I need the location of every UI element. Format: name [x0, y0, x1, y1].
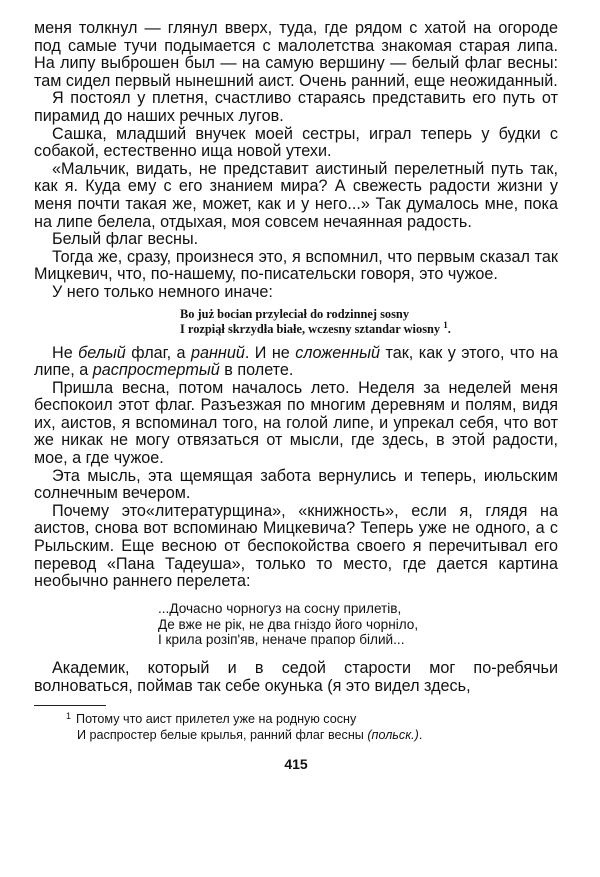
footnote-mark: 1: [66, 711, 72, 722]
footnote-line-1-text: Потому что аист прилетел уже на родную сосну: [76, 712, 357, 727]
quote-line-1: Bo już bocian przyleciał do rodzinnej sosny: [180, 306, 410, 321]
footnote: [66, 712, 558, 742]
paragraph-opening: меня толкнул — глянул вверх, туда, где рядом с хатой на огороде под самые тучи подымается с малолетства знакомая старая липа. На липу выброшен был — на самую вершину — белый флаг весны: там сидел первый нынешний аист. Очень ранний, еще неожиданный.: [34, 19, 558, 90]
footnote-line-1: [66, 712, 558, 728]
footnote-end: .: [418, 727, 423, 742]
polish-quote: [180, 307, 558, 338]
contrast-emph-white: белый: [78, 343, 126, 362]
paragraph-mickiewicz: Тогда же, сразу, произнеся это, я вспомнил, что первым сказал так Мицкевич, что, по-нашему, по-писательски говоря, это чужое.: [34, 247, 558, 284]
verse-line-1: ...Дочасно чорногуз на сосну прилетів,: [158, 600, 402, 616]
contrast-emph-folded: сложенный: [295, 343, 381, 362]
contrast-text-2: флаг, а: [125, 343, 191, 362]
book-page: [34, 20, 558, 772]
quote-footnote-mark: 1: [443, 319, 448, 330]
contrast-text-3: . И не: [244, 343, 296, 362]
contrast-text-5: в полете.: [219, 361, 294, 380]
paragraph-sashka: Сашка, младший внучек моей сестры, играл теперь у будки с собакой, естественно ища новой утехи.: [34, 124, 558, 161]
contrast-emph-spread: распростертый: [92, 361, 220, 380]
paragraph-white-flag: Белый флаг весны.: [52, 230, 199, 249]
paragraph-literariness: Почему это«литературщина», «книжность», если я, глядя на аистов, снова вот вспоминаю Мицкевича? Теперь уже не одного, а с Рыльским. Еще весною от беспокойства своего я перечитывал его перевод «Пана Тадеуша», только то место, где дается картина необычно раннего перелета:: [34, 501, 558, 591]
paragraph-thought-returned: Эта мысль, эта щемящая забота вернулись и теперь, июльским солнечным вечером.: [34, 466, 558, 503]
footnote-divider: [34, 705, 106, 706]
ukrainian-verse: [158, 601, 558, 648]
quote-line-2: [180, 319, 558, 338]
paragraph-academic: Академик, который и в седой старости мог по-ребячьи волноваться, поймав так себе окунька (я это видел здесь,: [34, 659, 558, 695]
contrast-text-4: так, как у этого, что на липе, а: [34, 343, 558, 380]
footnote-language-note: (польск.): [367, 727, 419, 742]
paragraph-spring-summer: Пришла весна, потом началось лето. Неделя за неделей меня беспокоил этот флаг. Разъезжая по многим деревням и полям, видя их, аистов, я вспоминал того, на голой липе, и упрекал себя, что вот же никак не могу отвязаться от мысли, где здесь, в этой радости, мое, а где чужое.: [34, 378, 558, 468]
page-number: 415: [284, 756, 308, 773]
paragraph-different: У него только немного иначе:: [52, 282, 273, 301]
footnote-line-2: [66, 728, 558, 743]
footnote-line-2-text: И распростер белые крылья, ранний флаг весны: [77, 727, 368, 742]
verse-line-2: Де вже не рік, не два гніздо його чорніло,: [158, 616, 419, 632]
paragraph-contrast: [34, 345, 558, 380]
verse-line-3: І крила розіп'яв, неначе прапор білий...: [158, 632, 405, 648]
paragraph-fence: Я постоял у плетня, счастливо стараясь представить его путь от пирамид до наших речных лугов.: [34, 89, 558, 125]
quote-line-2-text: I rozpiął skrzydła białe, wczesny sztandar wiosny: [180, 321, 441, 336]
contrast-emph-early: ранний: [191, 343, 245, 362]
quote-end-mark: .: [447, 321, 451, 336]
contrast-text-1: Не: [52, 343, 79, 362]
paragraph-boy-thoughts: «Мальчик, видать, не представит аистиный перелетный путь так, как я. Куда ему с его знанием мира? А свежесть радости жизни у меня почти такая же, может, как и у него...» Так думалось мне, пока на липе белела, отдыхая, моя совсем нечаянная радость.: [34, 159, 558, 231]
